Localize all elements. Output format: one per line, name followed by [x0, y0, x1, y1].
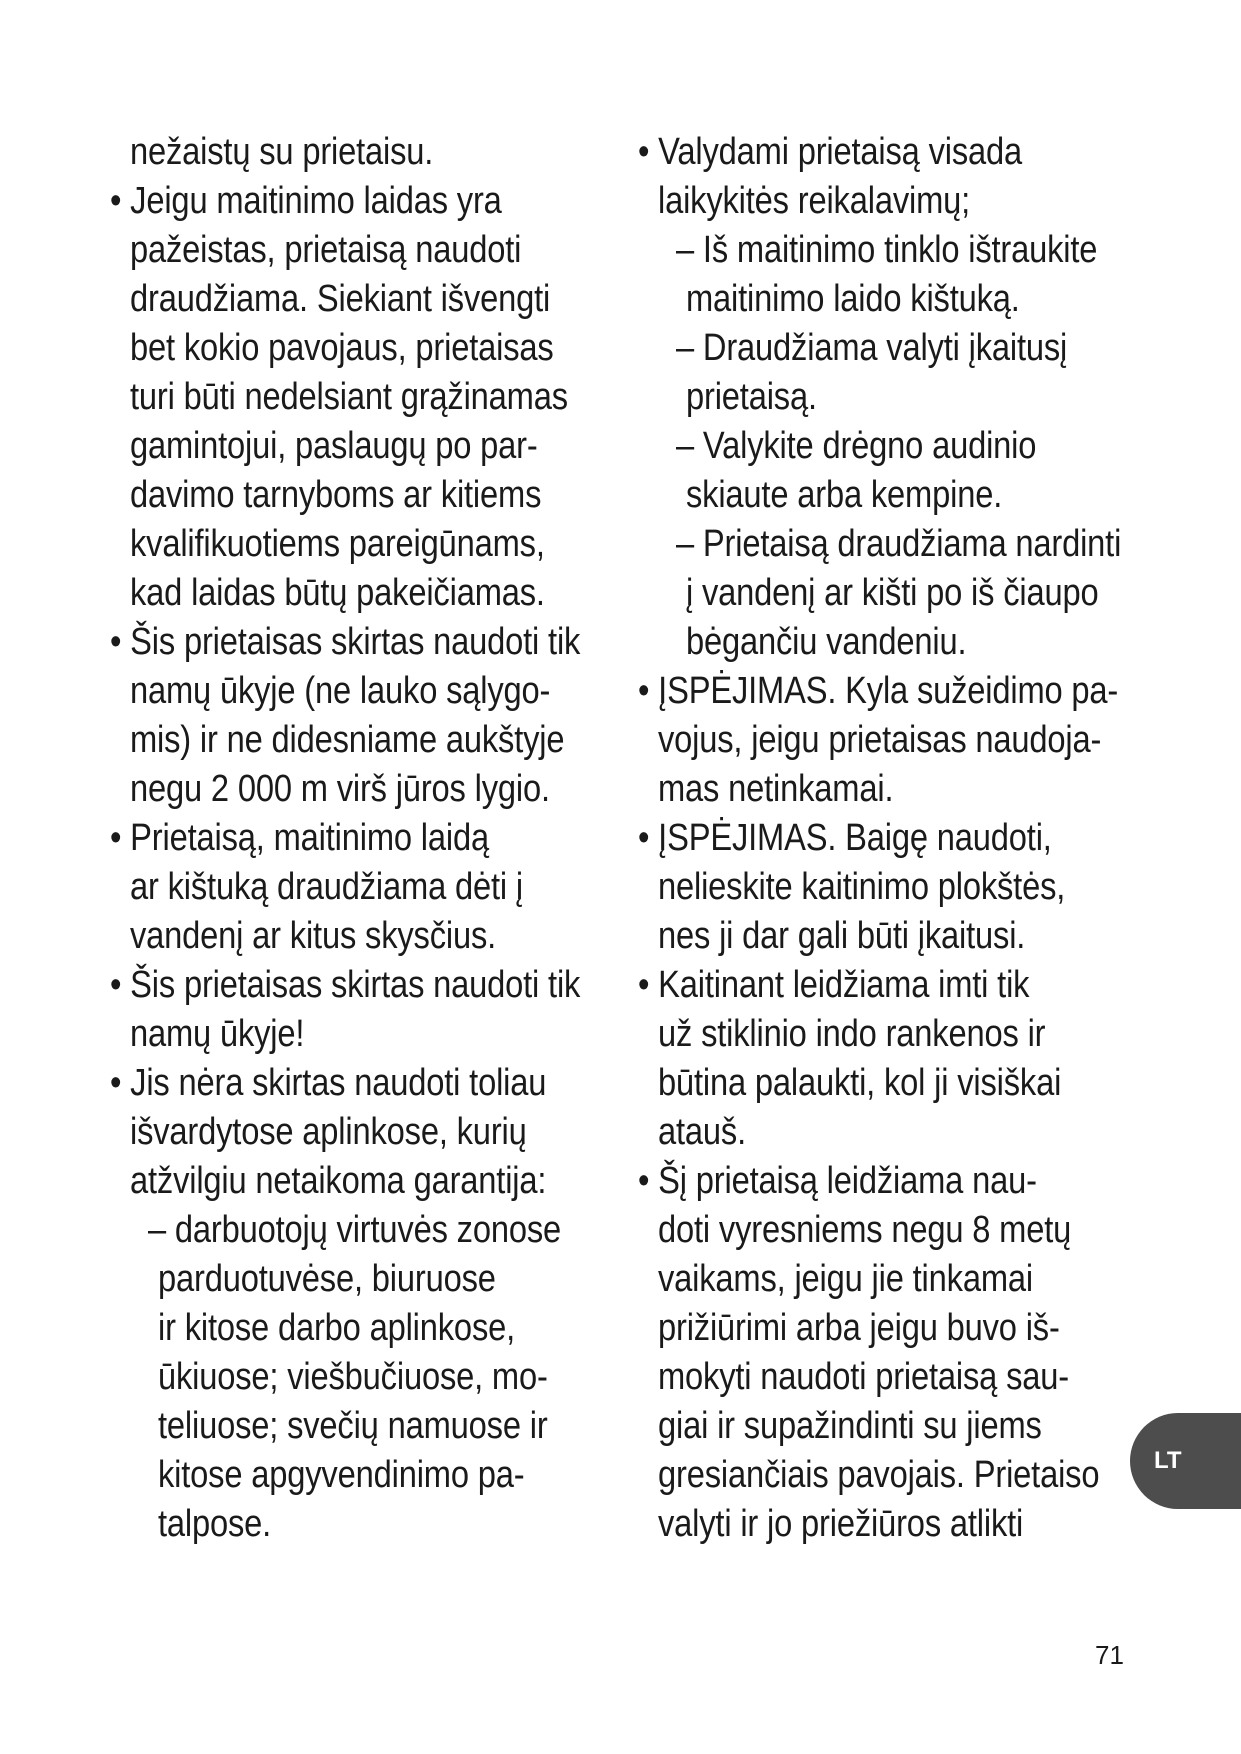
bullet-line: • Šis prietaisas skirtas naudoti tik	[110, 964, 581, 1006]
text-line: prietaisą.	[686, 376, 817, 418]
language-tab	[1130, 1413, 1241, 1509]
bullet-line: • Šis prietaisas skirtas naudoti tik	[110, 621, 581, 663]
text-line: turi būti nedelsiant grąžinamas	[130, 376, 568, 418]
text-line: kad laidas būtų pakeičiamas.	[130, 572, 545, 614]
text-line: būtina palaukti, kol ji visiškai	[658, 1062, 1062, 1104]
text-line: skiaute arba kempine.	[686, 474, 1003, 516]
text-line: kitose apgyvendinimo pa-	[158, 1454, 525, 1496]
text-line: maitinimo laido kištuką.	[686, 278, 1020, 320]
bullet-line: • Jeigu maitinimo laidas yra	[110, 180, 502, 222]
page-number: 71	[1095, 1640, 1124, 1670]
text-line: ar kištuką draudžiama dėti į	[130, 866, 523, 908]
bullet-line: • Kaitinant leidžiama imti tik	[638, 964, 1030, 1006]
text-line: vojus, jeigu prietaisas naudoja-	[658, 719, 1102, 761]
text-line: laikykitės reikalavimų;	[658, 180, 971, 222]
text-line: valyti ir jo priežiūros atlikti	[658, 1503, 1024, 1545]
text-line: mis) ir ne didesniame aukštyje	[130, 719, 565, 761]
text-line: atauš.	[658, 1111, 747, 1153]
text-line: ūkiuose; viešbučiuose, mo-	[158, 1356, 548, 1398]
text-line: išvardytose aplinkose, kurių	[130, 1111, 527, 1153]
text-line: atžvilgiu netaikoma garantija:	[130, 1160, 547, 1202]
bullet-line: • ĮSPĖJIMAS. Kyla sužeidimo pa-	[638, 670, 1119, 712]
text-line: kvalifikuotiems pareigūnams,	[130, 523, 545, 565]
text-line: vandenį ar kitus skysčius.	[130, 915, 497, 957]
text-line: nežaistų su prietaisu.	[130, 131, 434, 173]
text-line: gresiančiais pavojais. Prietaiso	[658, 1454, 1100, 1496]
dash-line: – Iš maitinimo tinklo ištraukite	[676, 229, 1098, 271]
dash-line: – Prietaisą draudžiama nardinti	[676, 523, 1122, 565]
text-line: davimo tarnyboms ar kitiems	[130, 474, 542, 516]
text-line: namų ūkyje!	[130, 1013, 305, 1055]
text-line: talpose.	[158, 1503, 272, 1545]
right-text-column	[638, 128, 1148, 1549]
bullet-line: • Valydami prietaisą visada	[638, 131, 1023, 173]
text-line: draudžiama. Siekiant išvengti	[130, 278, 551, 320]
text-line: bėgančiu vandeniu.	[686, 621, 967, 663]
text-line: nes ji dar gali būti įkaitusi.	[658, 915, 1026, 957]
bullet-line: • Prietaisą, maitinimo laidą	[110, 817, 489, 859]
text-line: pažeistas, prietaisą naudoti	[130, 229, 522, 271]
language-tab-label: LT	[1154, 1447, 1182, 1474]
text-line: namų ūkyje (ne lauko sąlygo-	[130, 670, 551, 712]
text-line: teliuose; svečių namuose ir	[158, 1405, 548, 1447]
text-line: negu 2 000 m virš jūros lygio.	[130, 768, 550, 810]
text-line: vaikams, jeigu jie tinkamai	[658, 1258, 1033, 1300]
text-line: giai ir supažindinti su jiems	[658, 1405, 1042, 1447]
dash-line: – Draudžiama valyti įkaitusį	[676, 327, 1068, 369]
bullet-line: • Jis nėra skirtas naudoti toliau	[110, 1062, 547, 1104]
text-line: prižiūrimi arba jeigu buvo iš-	[658, 1307, 1060, 1349]
text-line: į vandenį ar kišti po iš čiaupo	[686, 572, 1099, 614]
bullet-line: • Šį prietaisą leidžiama nau-	[638, 1160, 1037, 1202]
dash-line: – darbuotojų virtuvės zonose	[148, 1209, 562, 1251]
bullet-line: • ĮSPĖJIMAS. Baigę naudoti,	[638, 817, 1052, 859]
left-text-column	[110, 128, 635, 1549]
text-line: ir kitose darbo aplinkose,	[158, 1307, 516, 1349]
text-line: mas netinkamai.	[658, 768, 894, 810]
dash-line: – Valykite drėgno audinio	[676, 425, 1037, 467]
text-line: už stiklinio indo rankenos ir	[658, 1013, 1046, 1055]
text-line: gamintojui, paslaugų po par-	[130, 425, 538, 467]
text-line: mokyti naudoti prietaisą sau-	[658, 1356, 1069, 1398]
text-line: bet kokio pavojaus, prietaisas	[130, 327, 554, 369]
text-line: doti vyresniems negu 8 metų	[658, 1209, 1072, 1251]
text-line: parduotuvėse, biuruose	[158, 1258, 496, 1300]
text-line: nelieskite kaitinimo plokštės,	[658, 866, 1066, 908]
